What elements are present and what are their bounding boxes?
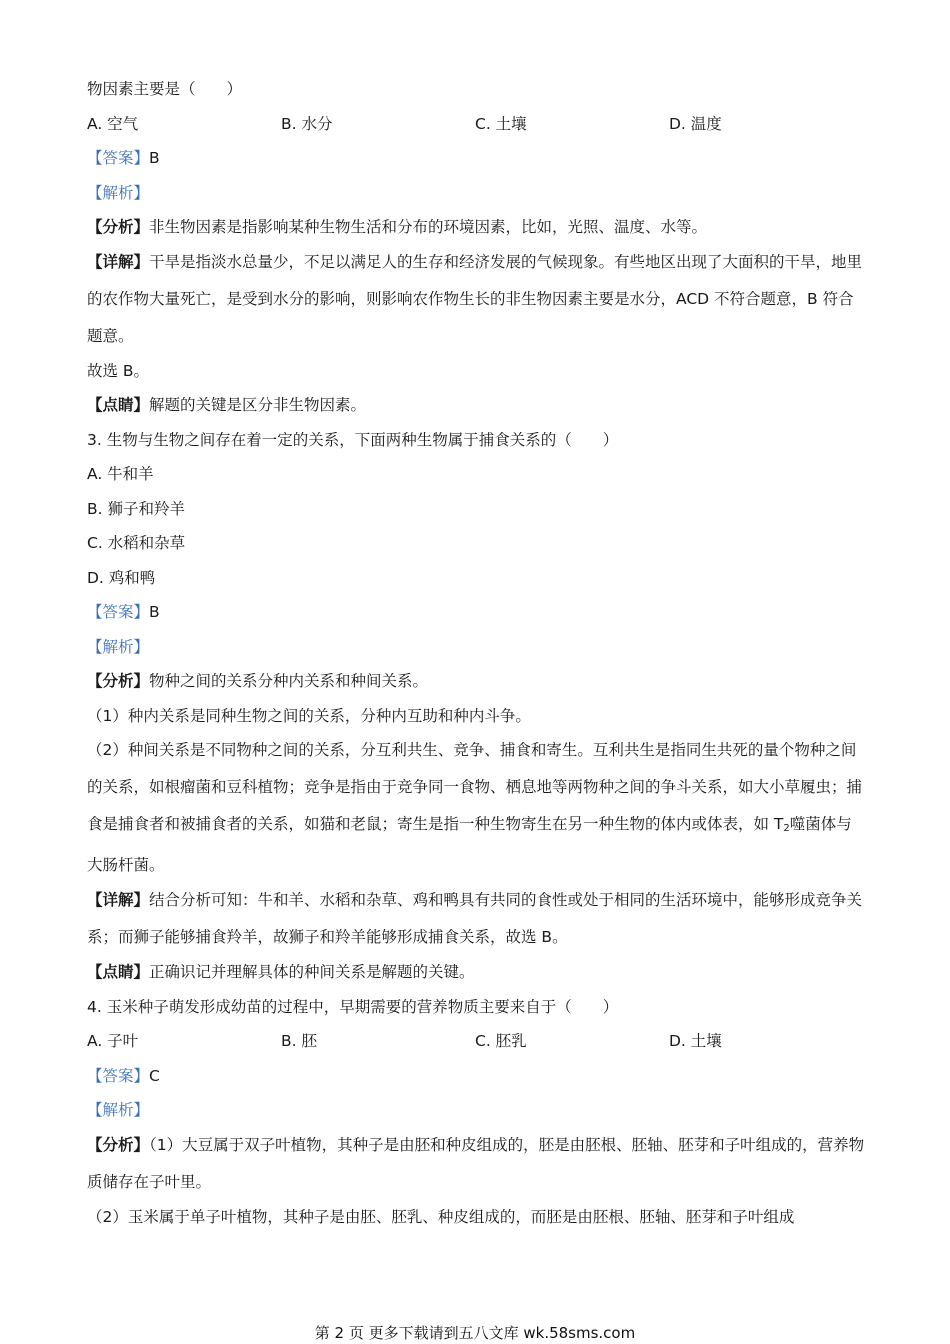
q2-analysis-label: 【解析】 — [87, 183, 150, 202]
q2-option-b: B. 水分 — [281, 114, 333, 133]
q3-fenxi-point-2 — [87, 732, 867, 884]
q3-stem: 3. 生物与生物之间存在着一定的关系，下面两种生物属于捕食关系的（ ） — [87, 430, 619, 449]
q2-fenxi — [87, 216, 867, 238]
q3-fenxi — [87, 670, 867, 692]
answer-label: 【答案】 — [87, 1066, 150, 1085]
q4-fenxi — [87, 1127, 867, 1201]
dianjing-text: 正确识记并理解具体的种间关系是解题的关键。 — [149, 963, 475, 981]
q4-stem: 4. 玉米种子萌发形成幼苗的过程中，早期需要的营养物质主要来自于（ ） — [87, 997, 619, 1016]
q3-answer — [87, 601, 867, 623]
q3-option-b: B. 狮子和羚羊 — [87, 499, 185, 518]
dianjing-label: 【点睛】 — [87, 963, 150, 981]
fenxi-text: 非生物因素是指影响某种生物生活和分布的环境因素，比如，光照、温度、水等。 — [149, 218, 708, 236]
q2-answer — [87, 147, 867, 169]
dianjing-label: 【点睛】 — [87, 396, 150, 414]
q3-analysis-label: 【解析】 — [87, 637, 150, 656]
q4-option-d: D. 土壤 — [669, 1032, 722, 1050]
q4-option-b: B. 胚 — [281, 1032, 317, 1050]
answer-value: C — [149, 1066, 160, 1085]
fenxi-label: 【分析】 — [87, 218, 150, 236]
q4-options — [87, 1030, 867, 1052]
answer-label: 【答案】 — [87, 603, 150, 621]
q2-conclusion: 故选 B。 — [87, 361, 150, 380]
fenxi-text: （1）大豆属于双子叶植物，其种子是由胚和种皮组成的，胚是由胚根、胚轴、胚芽和子叶组成的，营养物质储存在子叶里。 — [87, 1135, 865, 1191]
xiangjie-label: 【详解】 — [87, 891, 150, 909]
fenxi-label: 【分析】 — [87, 672, 150, 690]
q4-analysis-label: 【解析】 — [87, 1101, 150, 1119]
q4-option-a: A. 子叶 — [87, 1032, 139, 1050]
fenxi-text: 物种之间的关系分种内关系和种间关系。 — [149, 672, 429, 690]
fenxi-point-2-tail: 噬菌体与大肠杆菌。 — [87, 815, 852, 874]
xiangjie-label: 【详解】 — [87, 252, 150, 271]
q4-fenxi-point-2: （2）玉米属于单子叶植物，其种子是由胚、胚乳、种皮组成的，而胚是由胚根、胚轴、胚芽和子叶组成 — [87, 1207, 795, 1226]
q3-option-c: C. 水稻和杂草 — [87, 534, 186, 552]
dianjing-text: 解题的关键是区分非生物因素。 — [149, 396, 367, 414]
q4-answer — [87, 1065, 867, 1087]
q2-stem-tail: 物因素主要是（ ） — [87, 80, 243, 98]
q3-xiangjie — [87, 882, 867, 956]
xiangjie-text: 干旱是指淡水总量少，不足以满足人的生存和经济发展的气候现象。有些地区出现了大面积的干旱，地里的农作物大量死亡，是受到水分的影响，则影响农作物生长的非生物因素主要是水分，ACD 不符合题意，B 符合题意。 — [87, 252, 863, 345]
q3-option-a: A. 牛和羊 — [87, 465, 154, 483]
fenxi-label: 【分析】 — [87, 1135, 150, 1154]
q3-fenxi-point-1: （1）种内关系是同种生物之间的关系，分种内互助和种内斗争。 — [87, 706, 531, 725]
q2-option-d: D. 温度 — [669, 114, 722, 133]
subscript-2: 2 — [783, 823, 790, 834]
page-footer: 第 2 页 更多下载请到五八文库 wk.58sms.com — [314, 1324, 636, 1342]
q2-options — [87, 113, 867, 135]
q3-option-d: D. 鸡和鸭 — [87, 568, 156, 587]
q2-dianjing — [87, 394, 867, 416]
q2-xiangjie — [87, 244, 867, 355]
q4-option-c: C. 胚乳 — [475, 1032, 527, 1050]
q2-option-c: C. 土壤 — [475, 114, 527, 133]
xiangjie-text: 结合分析可知：牛和羊、水稻和杂草、鸡和鸭具有共同的食性或处于相同的生活环境中，能够形成竞争关系；而狮子能够捕食羚羊，故狮子和羚羊能够形成捕食关系，故选 B。 — [87, 891, 863, 946]
answer-value: B — [149, 603, 160, 621]
answer-value: B — [149, 149, 160, 167]
q2-option-a: A. 空气 — [87, 114, 139, 133]
fenxi-point-2-text: （2）种间关系是不同物种之间的关系，分互利共生、竞争、捕食和寄生。互利共生是指同生共死的量个物种之间的关系，如根瘤菌和豆科植物；竞争是指由于竞争同一食物、栖息地等两物种之间的争斗关系，如大小草履虫；捕食是捕食者和被捕食者的关系，如猫和老鼠；寄生是指一种生物寄生在另一种生物的体内或体表，如 T — [87, 741, 863, 833]
q3-dianjing — [87, 961, 867, 983]
page-content — [87, 78, 867, 1240]
answer-label: 【答案】 — [87, 149, 150, 167]
